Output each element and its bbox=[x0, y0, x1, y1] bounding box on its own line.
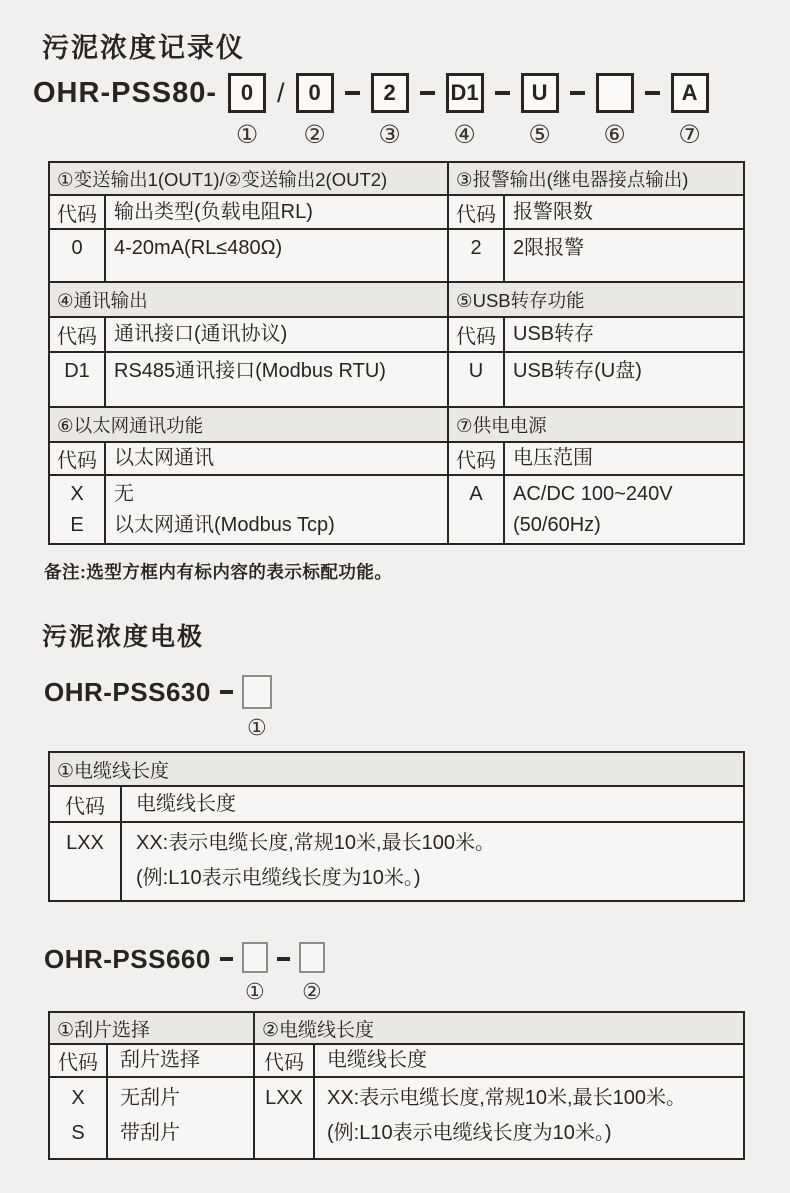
pss660-unit-1 bbox=[242, 942, 268, 1003]
pss660-circled-index-2: ② bbox=[301, 979, 322, 1004]
circled-index-2: ② bbox=[303, 121, 326, 149]
subheader-row bbox=[50, 318, 447, 353]
section-header: ③报警输出(继电器接点输出) bbox=[449, 163, 743, 196]
model-prefix: OHR-PSS80- bbox=[33, 77, 218, 109]
section-header: ④通讯输出 bbox=[50, 283, 447, 318]
pss630-table bbox=[48, 751, 745, 902]
code-cell: X S bbox=[50, 1078, 108, 1158]
section-header: ②电缆线长度 bbox=[255, 1013, 743, 1045]
subheader-row bbox=[50, 787, 743, 823]
code-header-cell: 代码 bbox=[50, 787, 122, 821]
data-row bbox=[50, 230, 447, 283]
dash-separator bbox=[570, 73, 585, 113]
spec-left-column bbox=[50, 163, 449, 543]
code-box-1: 0 bbox=[228, 73, 266, 113]
code-box-7: A bbox=[671, 73, 709, 113]
code-box-5: U bbox=[521, 73, 559, 113]
dash-separator bbox=[277, 942, 290, 976]
code-cell: 0 bbox=[50, 230, 106, 281]
desc-header-cell: 通讯接口(通讯协议) bbox=[114, 323, 288, 345]
desc-cell: AC/DC 100~240V (50/60Hz) bbox=[513, 483, 673, 536]
data-row bbox=[50, 353, 447, 408]
desc-header-cell: USB转存 bbox=[513, 323, 595, 345]
spec-right-column bbox=[449, 163, 743, 543]
desc-header-cell: 电缆线长度 bbox=[327, 1049, 427, 1071]
pss660-table bbox=[48, 1011, 745, 1160]
section-header: ⑤USB转存功能 bbox=[449, 283, 743, 318]
section-header: ①刮片选择 bbox=[50, 1013, 253, 1045]
subheader-row bbox=[449, 196, 743, 230]
code-box-4: D1 bbox=[446, 73, 484, 113]
desc-header-cell: 刮片选择 bbox=[120, 1049, 200, 1071]
data-row bbox=[449, 353, 743, 408]
section-header: ①电缆线长度 bbox=[50, 753, 743, 787]
code-header-cell: 代码 bbox=[50, 196, 106, 228]
code-header-cell: 代码 bbox=[50, 318, 106, 351]
code-cell: D1 bbox=[50, 353, 106, 406]
dash-separator bbox=[420, 73, 435, 113]
pss630-unit-1 bbox=[242, 675, 272, 739]
page bbox=[0, 26, 790, 1193]
pss660-model-line bbox=[44, 942, 790, 1003]
desc-cell: 4-20mA(RL≤480Ω) bbox=[114, 237, 283, 259]
pss660-table-right bbox=[255, 1013, 743, 1158]
model-unit-5 bbox=[521, 73, 559, 148]
subheader-row bbox=[50, 443, 447, 476]
code-box-3: 2 bbox=[371, 73, 409, 113]
code-cell: LXX bbox=[50, 823, 122, 900]
desc-header-cell: 报警限数 bbox=[513, 200, 593, 223]
model-unit-2 bbox=[296, 73, 334, 148]
data-row bbox=[449, 230, 743, 283]
model-unit-7 bbox=[671, 73, 709, 148]
circled-index-3: ③ bbox=[378, 121, 401, 149]
pss660-table-left bbox=[50, 1013, 255, 1158]
desc-cell: XX:表示电缆长度,常规10米,最长100米。 (例:L10表示电缆线长度为10米。) bbox=[136, 832, 495, 889]
data-row bbox=[449, 476, 743, 543]
dash-separator bbox=[220, 942, 233, 976]
section-header: ⑥以太网通讯功能 bbox=[50, 408, 447, 443]
dash-separator bbox=[345, 73, 360, 113]
subheader-row bbox=[449, 443, 743, 476]
pss660-code-box-1 bbox=[242, 942, 268, 973]
desc-cell: USB转存(U盘) bbox=[513, 360, 642, 382]
code-cell: X E bbox=[50, 476, 106, 543]
code-cell: 2 bbox=[449, 230, 505, 281]
model-unit-6 bbox=[596, 73, 634, 148]
model-unit-4 bbox=[446, 73, 484, 148]
code-cell: A bbox=[449, 476, 505, 543]
desc-cell: 无 以太网通讯(Modbus Tcp) bbox=[114, 483, 335, 536]
code-header-cell: 代码 bbox=[449, 196, 505, 228]
subheader-row bbox=[449, 318, 743, 353]
note-text: 备注:选型方框内有标内容的表示标配功能。 bbox=[44, 562, 393, 582]
pss660-code-box-2 bbox=[299, 942, 325, 973]
desc-cell: RS485通讯接口(Modbus RTU) bbox=[114, 360, 386, 382]
circled-index-4: ④ bbox=[453, 121, 476, 149]
circled-index-5: ⑤ bbox=[528, 121, 551, 149]
model-unit-1 bbox=[228, 73, 266, 148]
dash-separator bbox=[645, 73, 660, 113]
circled-index-1: ① bbox=[235, 121, 259, 149]
code-header-cell: 代码 bbox=[50, 1045, 108, 1076]
code-header-cell: 代码 bbox=[255, 1045, 315, 1076]
page-title: 污泥浓度记录仪 bbox=[42, 33, 245, 63]
desc-cell: 无刮片 带刮片 bbox=[120, 1087, 180, 1144]
code-box-6 bbox=[596, 73, 634, 113]
pss660-circled-index-1: ① bbox=[244, 979, 265, 1004]
desc-cell: XX:表示电缆长度,常规10米,最长100米。 (例:L10表示电缆线长度为10米。) bbox=[327, 1087, 686, 1144]
slash-separator: / bbox=[277, 77, 285, 108]
desc-header-cell: 输出类型(负载电阻RL) bbox=[114, 200, 313, 223]
pss630-model-prefix: OHR-PSS630 bbox=[44, 677, 211, 707]
spec-table bbox=[48, 161, 745, 545]
dash-separator bbox=[495, 73, 510, 113]
circled-index-7: ⑦ bbox=[678, 121, 701, 149]
subheader-row bbox=[50, 1045, 253, 1078]
dash-separator bbox=[220, 675, 233, 709]
subheader-row bbox=[255, 1045, 743, 1078]
pss630-code-box bbox=[242, 675, 272, 709]
code-cell: LXX bbox=[255, 1078, 315, 1158]
desc-header-cell: 以太网通讯 bbox=[114, 447, 214, 469]
desc-cell: 2限报警 bbox=[513, 237, 585, 259]
pss630-model-line bbox=[44, 675, 790, 739]
data-row bbox=[50, 823, 743, 900]
desc-header-cell: 电压范围 bbox=[513, 447, 593, 469]
model-unit-3 bbox=[371, 73, 409, 148]
data-row bbox=[255, 1078, 743, 1158]
data-row bbox=[50, 476, 447, 543]
desc-header-cell: 电缆线长度 bbox=[136, 792, 236, 815]
code-header-cell: 代码 bbox=[50, 443, 106, 474]
section-header: ⑦供电电源 bbox=[449, 408, 743, 443]
code-box-2: 0 bbox=[296, 73, 334, 113]
model-code-line bbox=[33, 73, 790, 148]
section-header: ①变送输出1(OUT1)/②变送输出2(OUT2) bbox=[50, 163, 447, 196]
code-header-cell: 代码 bbox=[449, 318, 505, 351]
data-row bbox=[50, 1078, 253, 1158]
code-cell: U bbox=[449, 353, 505, 406]
pss660-unit-2 bbox=[299, 942, 325, 1003]
code-header-cell: 代码 bbox=[449, 443, 505, 474]
pss660-model-prefix: OHR-PSS660 bbox=[44, 944, 211, 974]
circled-index-6: ⑥ bbox=[603, 121, 626, 149]
pss630-circled-index: ① bbox=[246, 715, 267, 740]
subheader-row bbox=[50, 196, 447, 230]
electrode-title: 污泥浓度电极 bbox=[42, 623, 205, 651]
